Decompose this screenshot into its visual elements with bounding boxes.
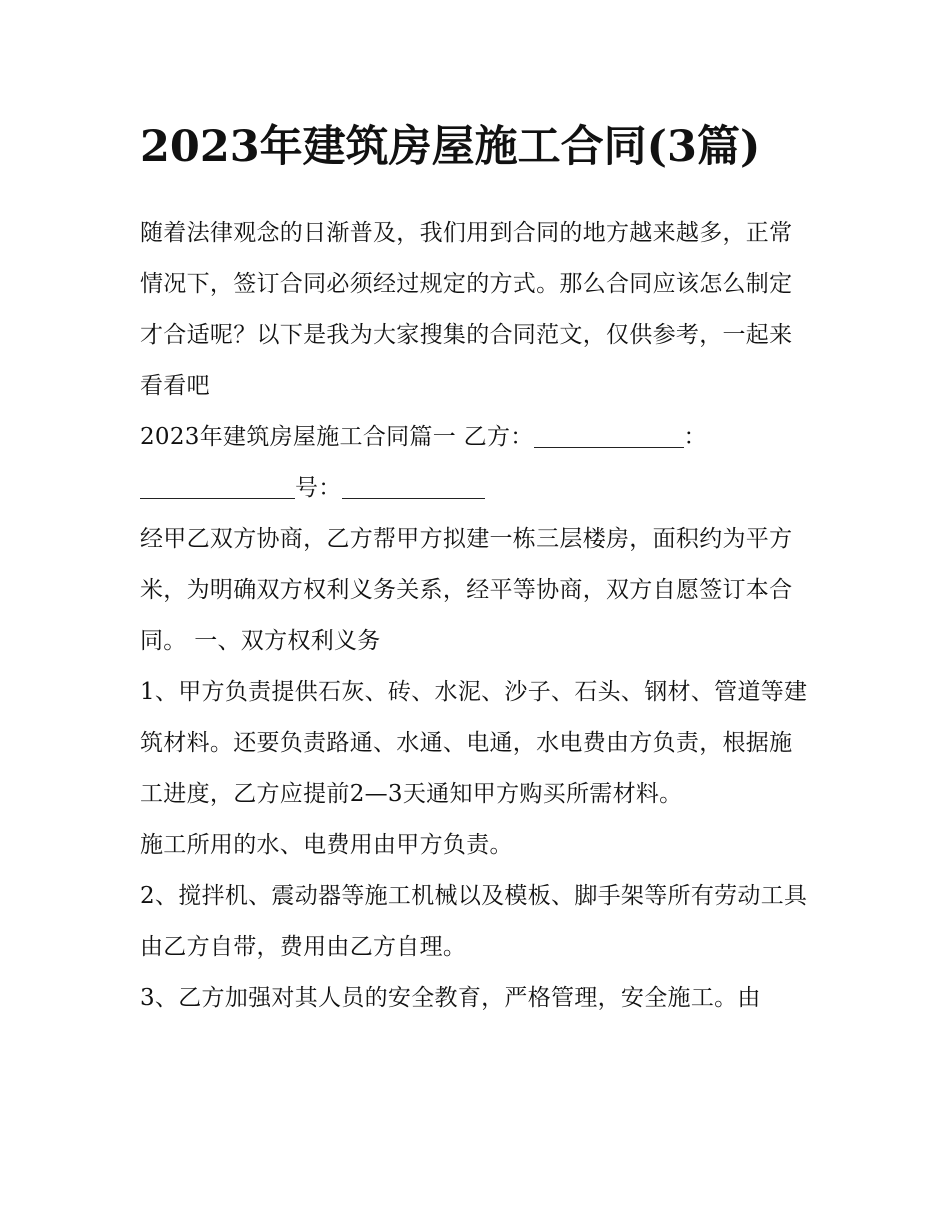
clause-1-extra: 施工所用的水、电费用由甲方负责。 bbox=[140, 832, 513, 858]
clause-2: 2、搅拌机、震动器等施工机械以及模板、脚手架等所有劳动工具由乙方自带，费用由乙方自理。 bbox=[140, 883, 808, 960]
intro-paragraph: 随着法律观念的日渐普及，我们用到合同的地方越来越多，正常情况下，签订合同必须经过规定的方式。那么合同应该怎么制定才合适呢？以下是我为大家搜集的合同范文，仅供参考，一起来看看吧 bbox=[140, 220, 793, 399]
party-line-lead: 2023年建筑房屋施工合同篇一 乙方： bbox=[140, 424, 534, 450]
party-line-sep: ： bbox=[683, 424, 707, 450]
blank-field bbox=[342, 474, 485, 499]
agreement-paragraph: 经甲乙双方协商，乙方帮甲方拟建一栋三层楼房，面积约为平方米，为明确双方权利义务关系，经平等协商，双方自愿签订本合同。 一、双方权利义务 bbox=[140, 526, 793, 654]
party-line bbox=[140, 412, 812, 514]
document-title: 2023年建筑房屋施工合同(3篇) bbox=[140, 122, 761, 172]
party-line-sep: 号： bbox=[295, 475, 342, 501]
clause-3: 3、乙方加强对其人员的安全教育，严格管理，安全施工。由 bbox=[140, 985, 761, 1011]
document-body bbox=[140, 110, 812, 1024]
clause-1: 1、甲方负责提供石灰、砖、水泥、沙子、石头、钢材、管道等建筑材料。还要负责路通、水通、电通，水电费由方负责，根据施工进度，乙方应提前2—3天通知甲方购买所需材料。 bbox=[140, 679, 808, 807]
blank-field bbox=[534, 423, 684, 448]
blank-field bbox=[140, 474, 295, 499]
